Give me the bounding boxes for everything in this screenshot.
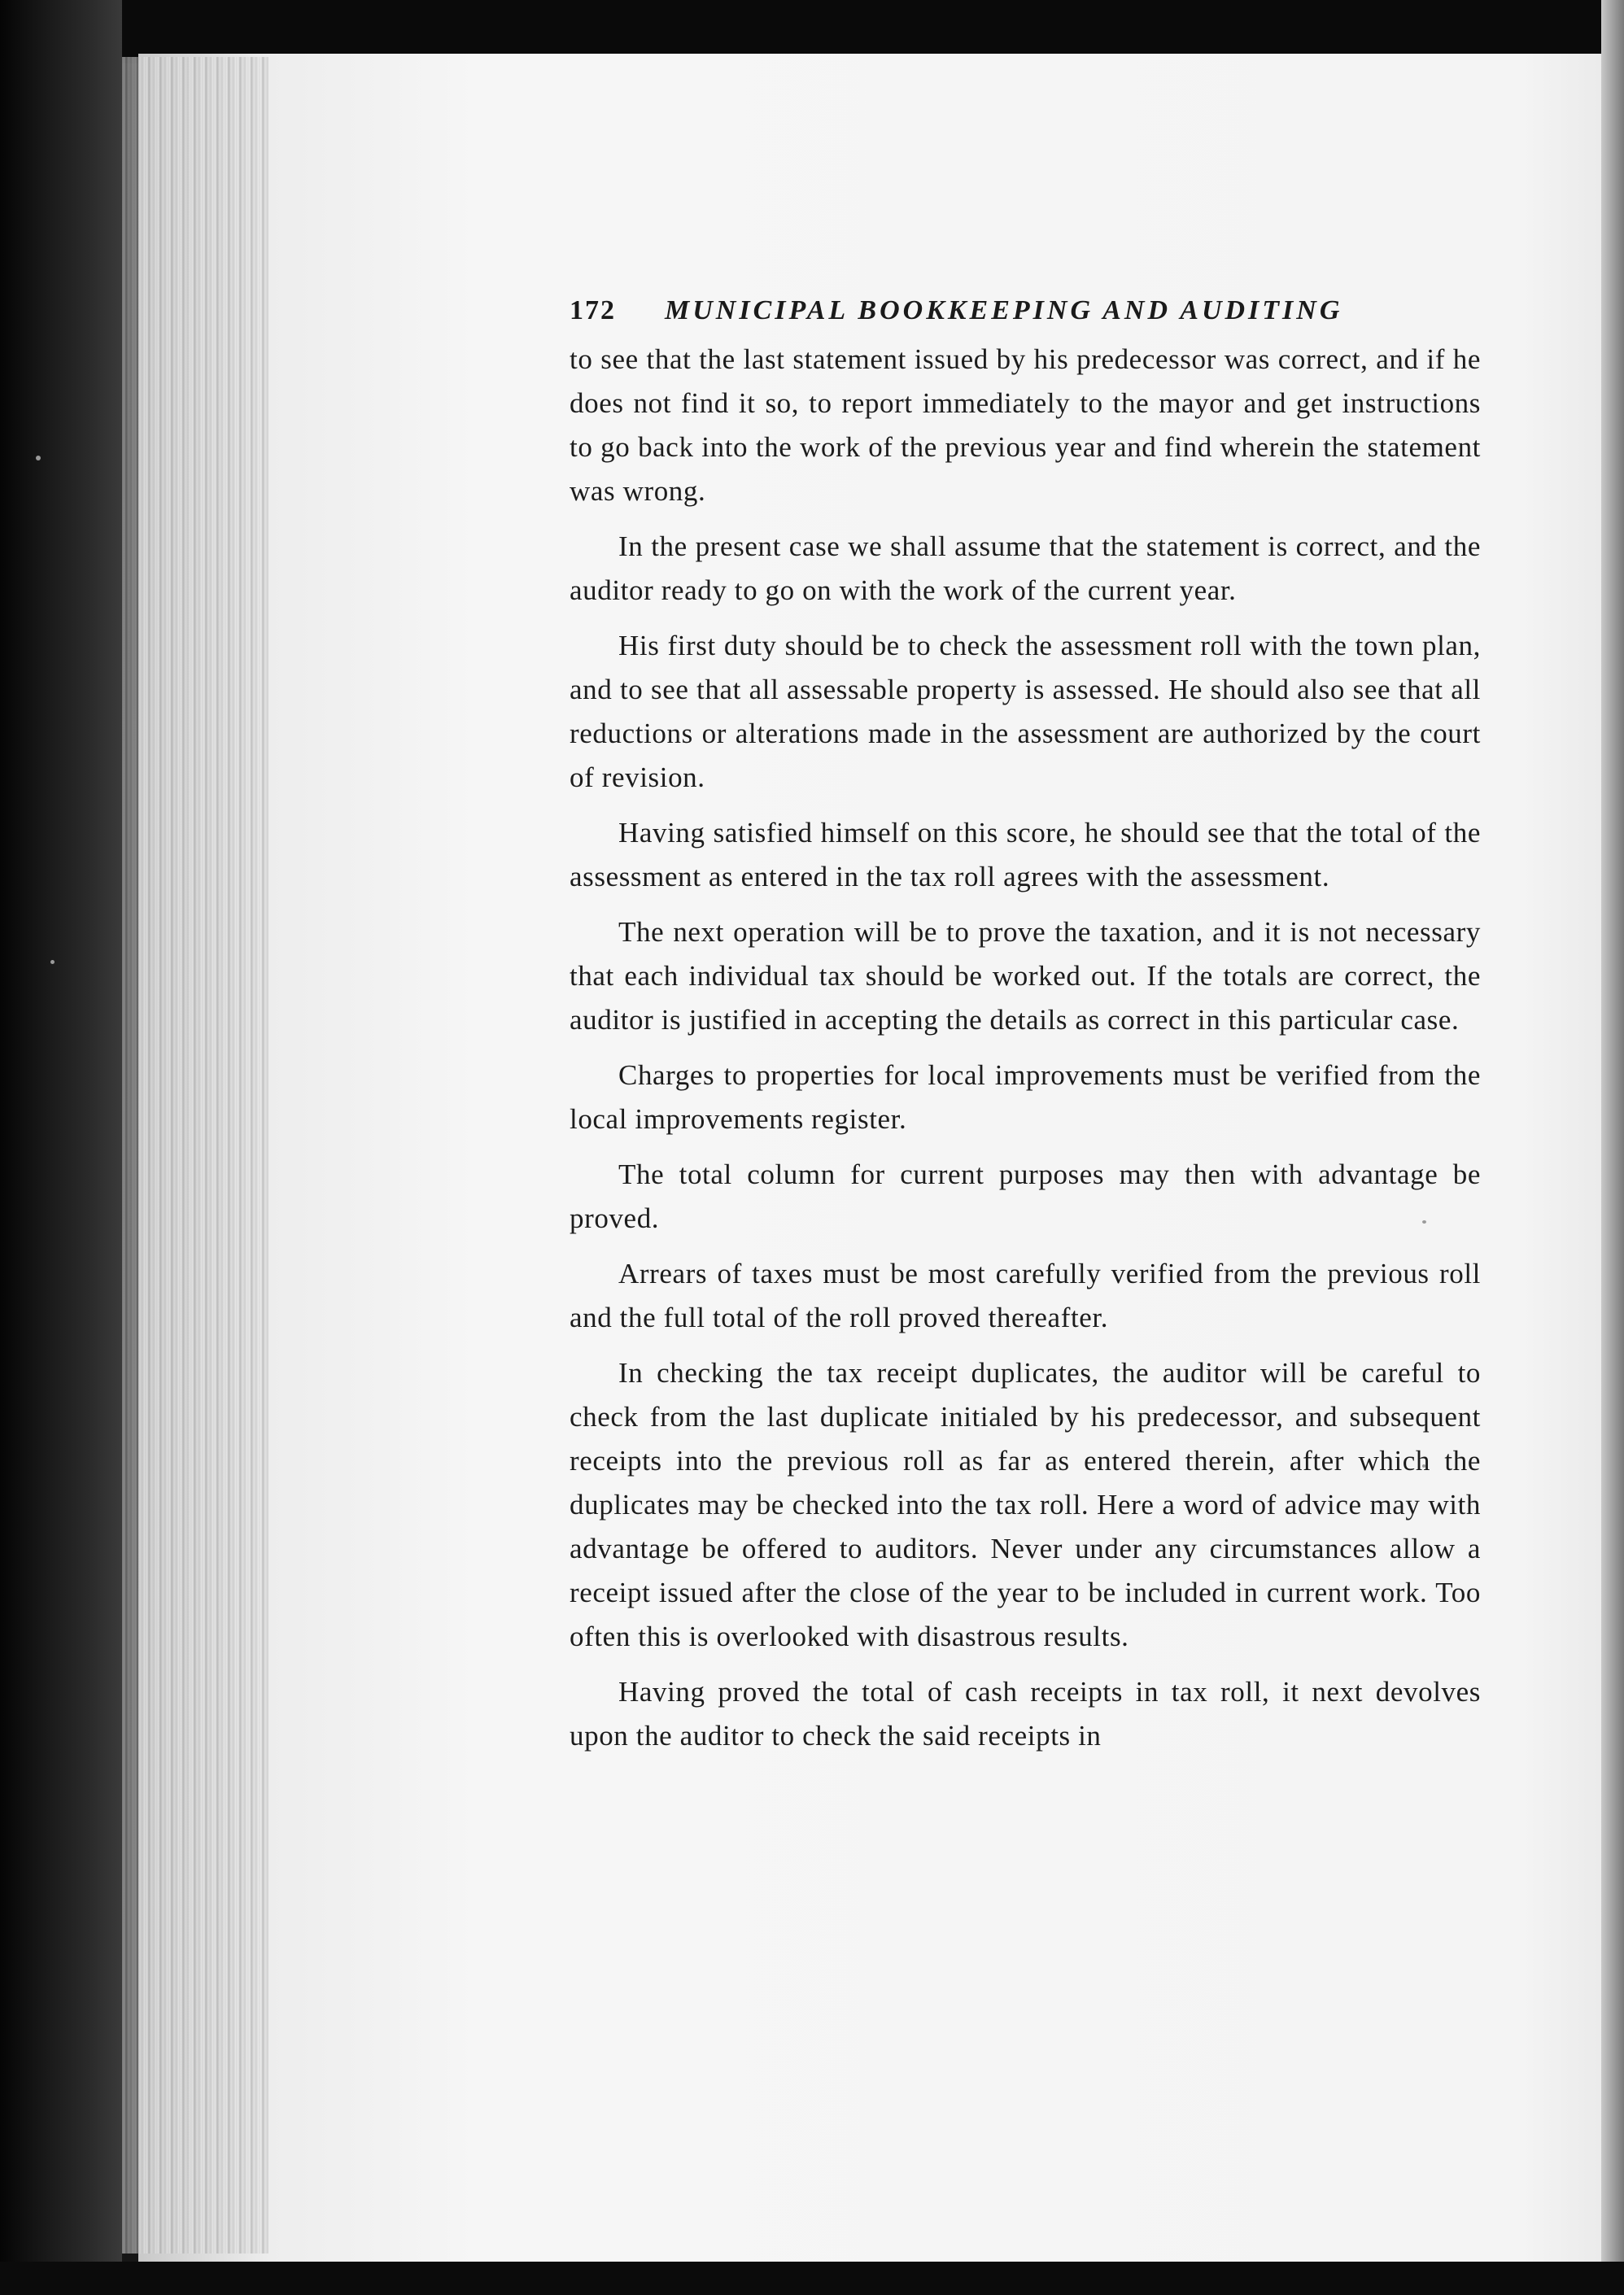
- paragraph: His first duty should be to check the assessment roll with the town plan, and to see that all assessable property is assessed. He should also see that all reductions or alterations made in the assessment are authorized by the court of revision.: [570, 630, 1481, 793]
- page-content: [570, 289, 1481, 1769]
- running-head-title: MUNICIPAL BOOKKEEPING AND AUDITING: [665, 295, 1343, 325]
- paragraph: to see that the last statement issued by his predecessor was correct, and if he does not find it so, to report immediately to the mayor and get instructions to go back into the work of the previous year and find wherein the statement was wrong.: [570, 343, 1481, 507]
- paragraph: In checking the tax receipt duplicates, the auditor will be careful to check from the last duplicate initialed by his predecessor, and subsequent receipts into the previous roll as far as entered therein, after which the duplicates may be checked into the tax roll. Here a word of advice may with advantage be offered to auditors. Never under any circumstances allow a receipt issued after the close of the year to be included in current work. Too often this is overlooked with disastrous results.: [570, 1357, 1481, 1652]
- paragraph: The total column for current purposes may then with advantage be proved.: [570, 1158, 1481, 1234]
- paragraph: Arrears of taxes must be most carefully verified from the previous roll and the full total of the roll proved thereafter.: [570, 1258, 1481, 1333]
- paragraph: In the present case we shall assume that the statement is correct, and the auditor ready to go on with the work of the current year.: [570, 530, 1481, 606]
- running-head: [570, 289, 1481, 338]
- paragraph: Charges to properties for local improvements must be verified from the local improvements register.: [570, 1059, 1481, 1135]
- paragraph: Having proved the total of cash receipts in tax roll, it next devolves upon the auditor to check the said receipts in: [570, 1676, 1481, 1752]
- page-number: 172: [570, 295, 616, 325]
- paragraph: Having satisfied himself on this score, he should see that the total of the assessment as entered in the tax roll agrees with the assessment.: [570, 817, 1481, 892]
- body-text: [570, 338, 1481, 1758]
- paragraph: The next operation will be to prove the taxation, and it is not necessary that each individual tax should be worked out. If the totals are correct, the auditor is justified in accepting the details as correct in this particular case.: [570, 916, 1481, 1036]
